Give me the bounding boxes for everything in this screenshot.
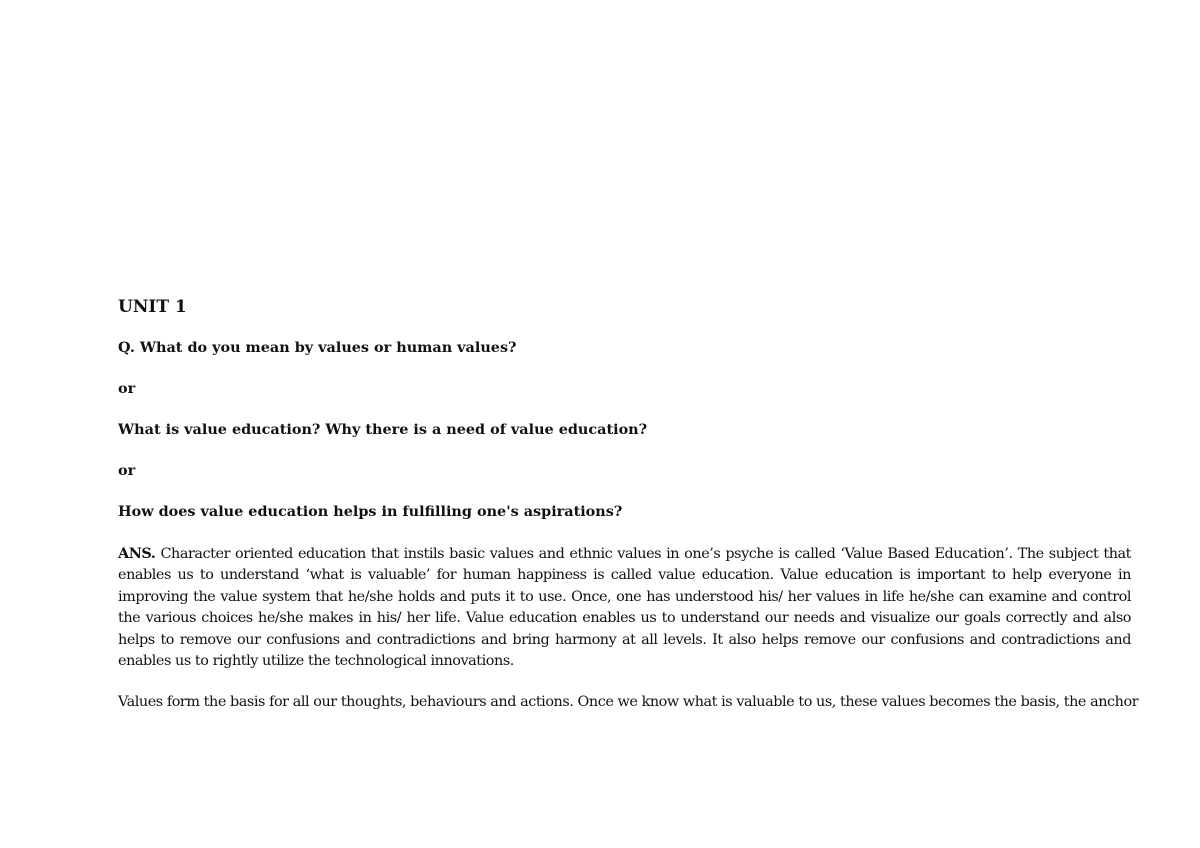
question-heading: Q. What do you mean by values or human values? [118,339,517,356]
or-separator: or [118,462,136,479]
question-heading: How does value education helps in fulfilling one's aspirations? [118,503,623,520]
body-paragraph: Values form the basis for all our thoughts, behaviours and actions. Once we know what is valuable to us, these values becomes the basis, the anchor [118,694,1139,711]
answer-label: ANS. [118,545,156,562]
answer-text: Character oriented education that instils basic values and ethnic values in one’s psyche is called ‘Value Based Education’. The subject that enables us to understand ‘what is valuable’ for human happiness is called value education. Value education is important to help everyone in improving the value system that he/she holds and puts it to use. Once, one has understood his/ her values in life he/she can examine and control the various choices he/she makes in his/ her life. Value education enables us to understand our needs and visualize our goals correctly and also helps to remove our confusions and contradictions and bring harmony at all levels. It also helps remove our confusions and contradictions and enables us to rightly utilize the technological innovations. [118,546,1131,670]
or-separator: or [118,380,136,397]
unit-heading: UNIT 1 [118,297,187,317]
question-heading: What is value education? Why there is a need of value education? [118,421,648,438]
document-content [118,296,1139,713]
answer-paragraph [118,543,1131,672]
